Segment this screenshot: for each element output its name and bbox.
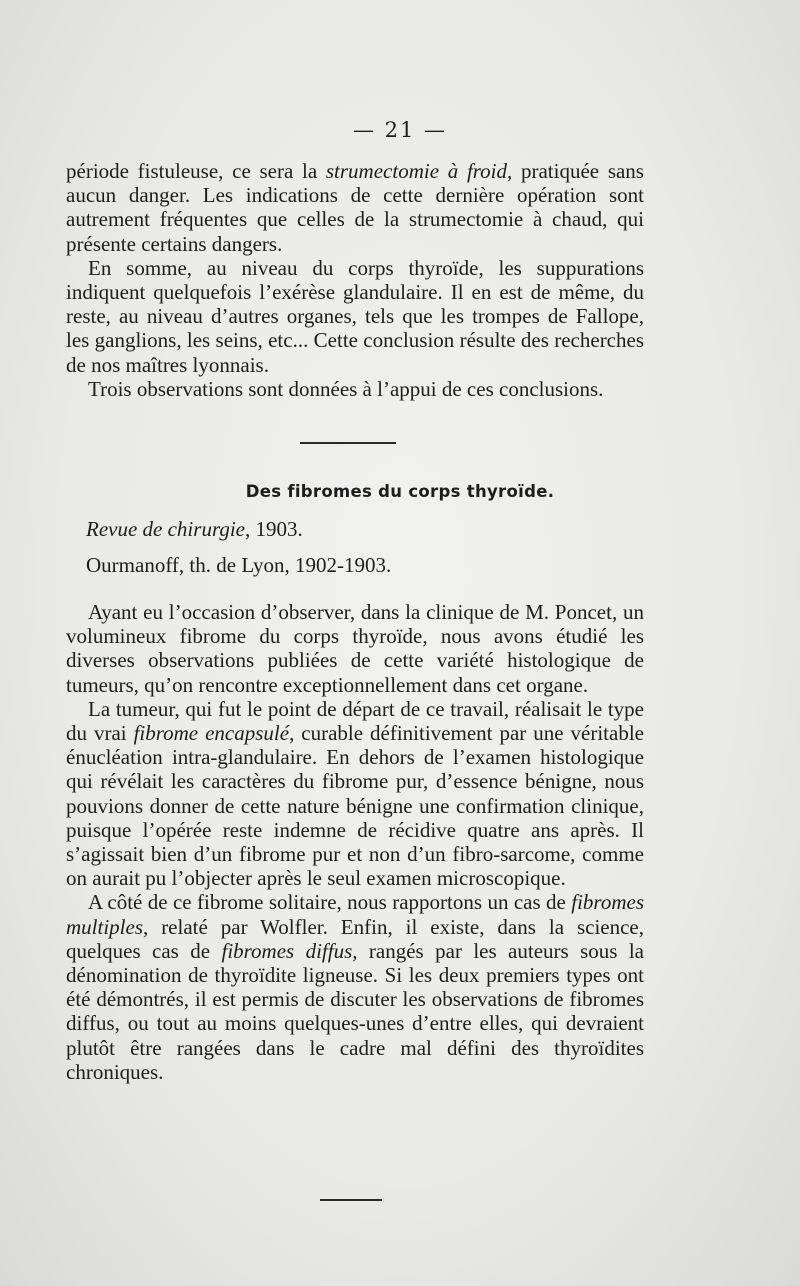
- paragraph: La tumeur, qui fut le point de départ de ce travail, réalisait le type du vrai fibrome encapsulé, curable définitivement par une véritable énucléation intra-glandulaire. En dehors de l’examen histologique qui révélait les caractères du fibrome pur, d’essence bénigne, nous pouvions donner de cette nature bénigne une confirmation clinique, puisque l’opérée reste indemne de récidive quatre ans après. Il s’agissait bien d’un fibrome pur et non d’un fibro-sarcome, comme on aurait pu l’objecter après le seul examen microscopique.: [66, 696, 644, 891]
- end-divider: [320, 1199, 382, 1201]
- section-heading: Des fibromes du corps thyroïde.: [245, 482, 555, 501]
- paragraph: Ayant eu l’occasion d’observer, dans la clinique de M. Poncet, un volumineux fibrome du corps thyroïde, nous avons étudié les diverses observations publiées de cette variété histologique de tumeurs, qu’on rencontre exceptionnellement dans cet organe.: [66, 600, 644, 697]
- intro-text: [66, 159, 644, 401]
- body-text: [66, 600, 644, 1084]
- paragraph: En somme, au niveau du corps thyroïde, les suppurations indiquent quelquefois l’exérèse glandulaire. Il en est de même, du reste, au niveau d’autres organes, tels que les trompes de Fallope, les ganglions, les seins, etc... Cette conclusion résulte des recherches de nos maîtres lyonnais.: [66, 255, 644, 377]
- paragraph: Trois observations sont données à l’appui de ces conclusions.: [88, 376, 604, 401]
- section-divider: [300, 442, 396, 444]
- paragraph: A côté de ce fibrome solitaire, nous rapportons un cas de fibromes multiples, relaté par Wolfler. Enfin, il existe, dans la science, quelques cas de fibromes diffus, rangés par les auteurs sous la dénomination de thyroïdite ligneuse. Si les deux premiers types ont été démontrés, il est permis de discuter les observations de fibromes diffus, ou tout au moins quelques-unes d’entre elles, qui devraient plutôt être rangées dans le cadre mal défini des thyroïdites chroniques.: [66, 890, 644, 1084]
- page-number: — 21 —: [352, 118, 448, 142]
- reference-journal: Revue de chirurgie, 1903.: [86, 517, 303, 541]
- paragraph: période fistuleuse, ce sera la strumectomie à froid, pratiquée sans aucun danger. Les indications de cette dernière opération sont autrement fréquentes que celles de la strumectomie à chaud, qui présente certains dangers.: [66, 159, 644, 256]
- reference-thesis: Ourmanoff, th. de Lyon, 1902-1903.: [86, 553, 392, 577]
